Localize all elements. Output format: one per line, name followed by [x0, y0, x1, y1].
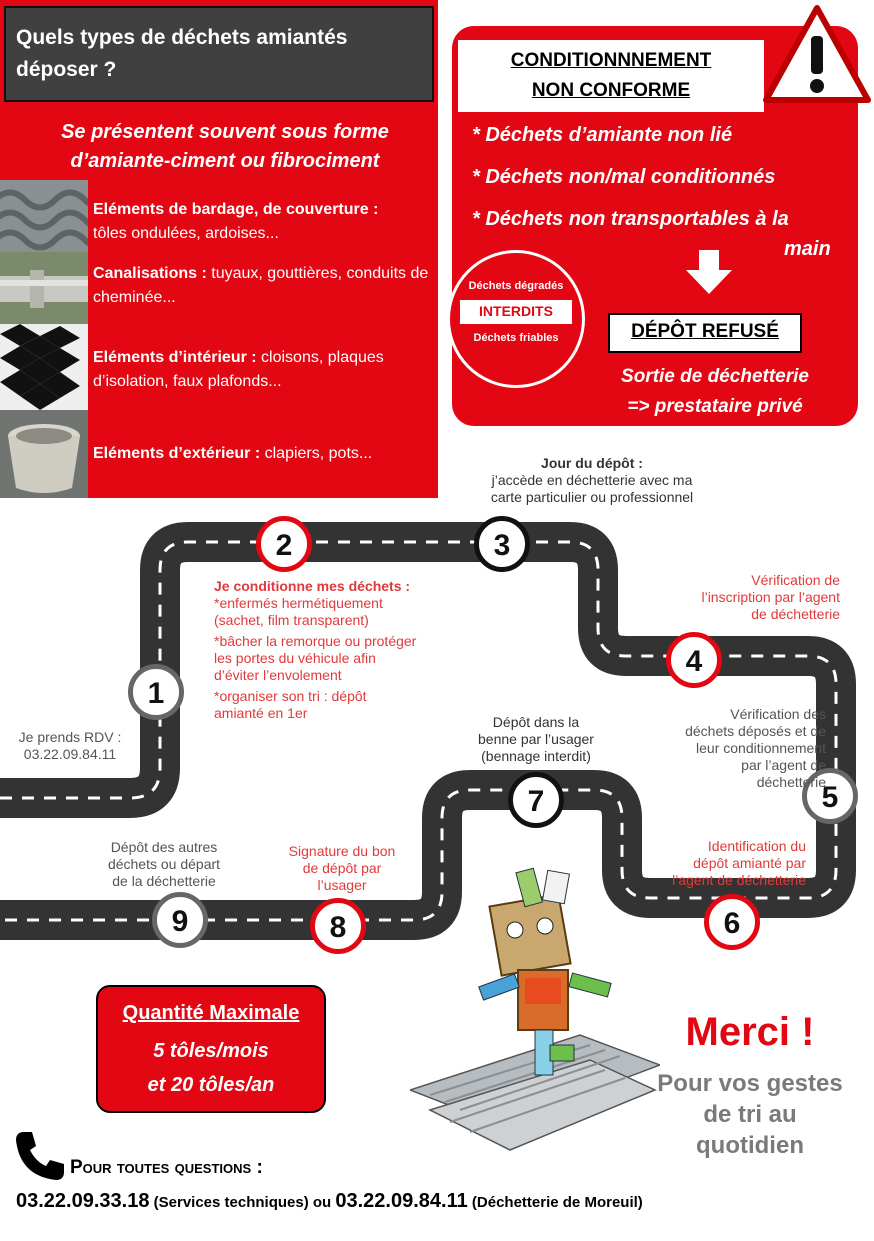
- corrugated-sheet-photo: [0, 180, 88, 252]
- waste-item-detail: cloisons, plaques d’isolation, faux plafonds...: [93, 349, 384, 390]
- questions-heading: Pour toutes questions :: [70, 1157, 263, 1178]
- step-7-line: (bennage interdit): [481, 748, 591, 764]
- step-7-line: benne par l’usager: [478, 731, 594, 747]
- step-7-marker: 7: [508, 772, 564, 828]
- waste-item-detail: tôles ondulées, ardoises...: [93, 225, 279, 242]
- max-quantity-line2: et 20 tôles/an: [147, 1074, 275, 1096]
- thanks-line2: de tri au: [703, 1101, 797, 1128]
- step-4-line: de déchetterie: [751, 606, 840, 622]
- non-compliant-item: * Déchets non/mal conditionnés: [472, 166, 776, 188]
- step-6-line: dépôt amianté par: [693, 855, 806, 871]
- waste-types-subtitle: Se présentent souvent sous forme d’amiante-ciment ou fibrociment: [61, 121, 389, 172]
- waste-item-pipes: [93, 262, 433, 310]
- max-quantity-title: Quantité Maximale: [122, 1002, 300, 1024]
- non-compliant-title-line1: CONDITIONNNEMENT: [510, 50, 712, 71]
- step-5-line: Vérification des: [730, 706, 826, 722]
- forbidden-label: INTERDITS: [479, 303, 553, 319]
- waste-item-label: Canalisations :: [93, 265, 207, 282]
- waste-item-label: Eléments de bardage, de couverture :: [93, 201, 379, 218]
- planter-pot-photo: [0, 410, 88, 498]
- thanks-line3: quotidien: [696, 1132, 804, 1159]
- step-9-marker: 9: [152, 892, 208, 948]
- step-7-text: [456, 714, 616, 765]
- pipe-photo: [0, 252, 88, 324]
- step-3-text: [452, 455, 732, 506]
- non-compliant-item: main: [784, 238, 831, 260]
- step-2-line: (sachet, film transparent): [214, 612, 369, 628]
- step-5-marker: 5: [802, 768, 858, 824]
- step-2-line: *bâcher la remorque ou protéger: [214, 633, 417, 649]
- non-compliant-item: * Déchets d’amiante non lié: [472, 124, 733, 146]
- step-5-line: déchetterie: [756, 774, 826, 790]
- max-quantity-line1: 5 tôles/mois: [153, 1040, 269, 1062]
- tile-floor-photo: [0, 324, 88, 410]
- exit-line2: => prestataire privé: [627, 396, 803, 417]
- step-9-line: déchets ou départ: [107, 856, 221, 872]
- down-arrow-icon: [686, 250, 732, 294]
- thanks-title: Merci !: [685, 1010, 815, 1054]
- forbidden-top-text: Déchets dégradés: [468, 280, 564, 292]
- waste-item-exterior: [93, 442, 433, 466]
- step-5-line: par l’agent de: [741, 757, 826, 773]
- step-2-line: d’éviter l’envolement: [214, 667, 342, 683]
- step-8-line: de dépôt par: [302, 860, 382, 876]
- step-1-text: [10, 729, 130, 763]
- step-2-title: Je conditionne mes déchets :: [214, 578, 411, 594]
- step-3-line: j’accède en déchetterie avec ma: [491, 472, 693, 488]
- waste-types-title: Quels types de déchets amiantés déposer ?: [16, 26, 348, 81]
- non-compliant-title-line2: NON CONFORME: [531, 80, 691, 101]
- step-5-text: [604, 706, 826, 791]
- warning-triangle-icon: [762, 4, 872, 104]
- thanks-line1: Pour vos gestes: [657, 1070, 843, 1097]
- step-2-line: *organiser son tri : dépôt: [214, 688, 367, 704]
- phone-icon: [12, 1128, 68, 1184]
- step-4-line: Vérification de: [751, 572, 840, 588]
- non-compliant-item: * Déchets non transportables à la: [472, 208, 789, 230]
- step-7-line: Dépôt dans la: [492, 714, 580, 730]
- forbidden-bottom-text: Déchets friables: [473, 332, 559, 344]
- phone-dechetterie: 03.22.09.84.11: [335, 1190, 468, 1212]
- step-8-line: l’usager: [317, 877, 367, 893]
- step-9-text: [86, 839, 242, 890]
- step-4-marker: 4: [666, 632, 722, 688]
- step-3-title: Jour du dépôt :: [541, 455, 643, 471]
- step-9-line: de la déchetterie: [112, 873, 216, 889]
- waste-item-label: Eléments d’extérieur :: [93, 445, 261, 462]
- step-8-line: Signature du bon: [288, 843, 396, 859]
- step-6-line: Identification du: [707, 838, 806, 854]
- step-9-line: Dépôt des autres: [110, 839, 218, 855]
- exit-line1: Sortie de déchetterie: [621, 366, 809, 387]
- waste-item-detail: tuyaux, gouttières, conduits de cheminée...: [93, 265, 429, 306]
- step-6-marker: 6: [704, 894, 760, 950]
- step-1-phone: 03.22.09.84.11: [23, 746, 117, 762]
- step-8-marker: 8: [310, 898, 366, 954]
- dechetterie-label: (Déchetterie de Moreuil): [471, 1194, 643, 1211]
- step-6-line: l’agent de déchetterie: [672, 872, 806, 888]
- waste-item-cladding: [93, 198, 433, 246]
- step-4-text: [640, 572, 840, 623]
- step-2-line: *enfermés hermétiquement: [214, 595, 383, 611]
- waste-item-interior: [93, 346, 433, 394]
- waste-item-label: Eléments d’intérieur :: [93, 349, 257, 366]
- step-2-line: amianté en 1er: [214, 705, 308, 721]
- step-3-marker: 3: [474, 516, 530, 572]
- step-5-line: leur conditionnement: [696, 740, 826, 756]
- phone-technical-services: 03.22.09.33.18: [16, 1190, 150, 1212]
- refused-label: DÉPÔT REFUSÉ: [631, 321, 779, 342]
- step-3-line: carte particulier ou professionnel: [490, 489, 694, 505]
- step-8-text: [264, 843, 420, 894]
- step-1-line: Je prends RDV :: [18, 729, 122, 745]
- contact-line: [16, 1190, 643, 1213]
- step-2-text: [214, 578, 474, 722]
- step-5-line: déchets déposés et de: [685, 723, 826, 739]
- technical-services-label: (Services techniques) ou: [153, 1194, 332, 1211]
- step-1-marker: 1: [128, 664, 184, 720]
- step-2-line: les portes du véhicule afin: [214, 650, 376, 666]
- step-2-marker: 2: [256, 516, 312, 572]
- waste-item-detail: clapiers, pots...: [264, 445, 373, 462]
- step-4-line: l’inscription par l’agent: [701, 589, 840, 605]
